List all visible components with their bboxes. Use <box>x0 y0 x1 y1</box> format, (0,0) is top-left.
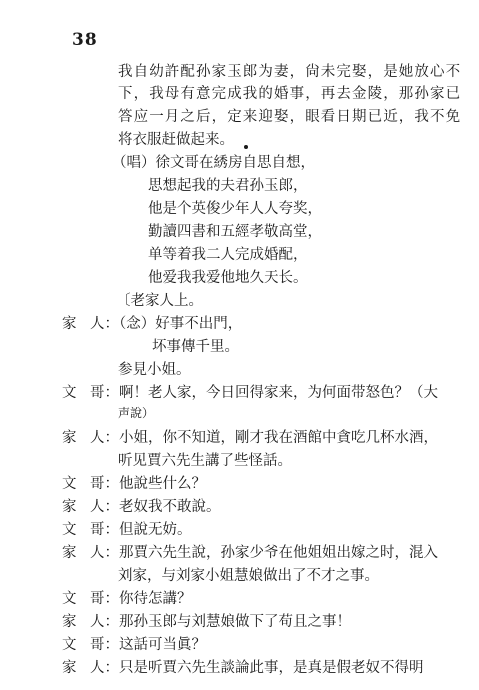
speaker-char: 哥： <box>90 522 119 538</box>
text-line: 我自幼許配孙家玉郎为妻，尙未完娶，是她放心不 <box>118 64 462 80</box>
speaker-char: 文 <box>62 385 77 401</box>
dialogue-text: 这話可当眞？ <box>119 637 206 653</box>
speaker-char: 家 <box>62 430 77 446</box>
dialogue-line <box>62 658 424 678</box>
text-line: 勤讀四書和五經孝敬高堂， <box>148 224 322 240</box>
dialogue-line <box>62 589 192 609</box>
dialogue-continuation: 听见賈六先生講了些怪話。 <box>118 453 292 469</box>
speaker-char: 文 <box>62 522 77 538</box>
speaker-char: 家 <box>62 545 77 561</box>
dialogue-text: 他說些什么？ <box>119 476 206 492</box>
dialogue-text: 小姐，你不知道，剛才我在酒館中貪吃几杯水酒， <box>119 430 438 446</box>
dialogue-line <box>62 383 438 403</box>
dialogue-continuation: 声說） <box>118 406 155 420</box>
dialogue-text: 但說无妨。 <box>119 522 192 538</box>
speaker-char: 家 <box>62 614 77 630</box>
speaker-char: 哥： <box>90 385 119 401</box>
ink-dot <box>244 145 248 149</box>
dialogue-text: 你待怎講？ <box>119 591 192 607</box>
speaker-char: 人： <box>90 316 119 332</box>
dialogue-line <box>62 612 351 632</box>
text-line: 下，我母有意完成我的婚事，再去金陵，那孙家已 <box>118 86 462 102</box>
dialogue-text: 老奴我不敢說。 <box>119 499 221 515</box>
dialogue-line <box>62 543 438 563</box>
dialogue-continuation: 坏事傳千里。 <box>152 339 239 355</box>
speaker-char: 文 <box>62 637 77 653</box>
page-number: 38 <box>72 30 98 50</box>
text-line: 答应一月之后，定来迎娶，眼看日期已近，我不免 <box>118 109 462 125</box>
dialogue-continuation: 参見小姐。 <box>118 362 191 378</box>
speaker-char: 人： <box>90 614 119 630</box>
speaker-char: 哥： <box>90 591 119 607</box>
text-line: （唱）徐文哥在綉房自思自想， <box>112 155 315 171</box>
dialogue-line <box>62 314 242 334</box>
text-line: 他爱我我爱他地久天长。 <box>148 270 308 286</box>
speaker-char: 家 <box>62 499 77 515</box>
dialogue-line <box>62 635 206 655</box>
speaker-char: 人： <box>90 499 119 515</box>
dialogue-continuation: 刘家，与刘家小姐慧娘做出了不才之事。 <box>118 568 379 584</box>
text-line: 单等着我二人完成婚配， <box>148 247 308 263</box>
speaker-char: 文 <box>62 591 77 607</box>
speaker-char: 人： <box>90 545 119 561</box>
speaker-char: 哥： <box>90 637 119 653</box>
dialogue-line <box>62 428 438 448</box>
speaker-char: 文 <box>62 476 77 492</box>
dialogue-text: 那孙玉郎与刘慧娘做下了苟且之事！ <box>119 614 351 630</box>
dialogue-text: 那賈六先生說，孙家少爷在他姐姐出嫁之时，混入 <box>119 545 438 561</box>
text-line: 思想起我的夫君孙玉郎， <box>148 178 308 194</box>
dialogue-text: 只是听賈六先生談論此事，是真是假老奴不得明 <box>119 660 424 676</box>
dialogue-text: 啊！老人家，今日回得家来，为何面带怒色？（大 <box>119 385 438 401</box>
dialogue-text: （念）好事不出門， <box>119 316 243 332</box>
stage-direction: 〔老家人上。 <box>116 293 203 309</box>
speaker-char: 人： <box>90 660 119 676</box>
text-line: 他是个英俊少年人人夸奖， <box>148 201 322 217</box>
speaker-char: 家 <box>62 316 77 332</box>
speaker-char: 家 <box>62 660 77 676</box>
dialogue-line <box>62 474 206 494</box>
speaker-char: 哥： <box>90 476 119 492</box>
dialogue-line <box>62 497 221 517</box>
speaker-char: 人： <box>90 430 119 446</box>
dialogue-line <box>62 520 192 540</box>
text-line: 将衣服赶做起来。 <box>118 132 234 148</box>
